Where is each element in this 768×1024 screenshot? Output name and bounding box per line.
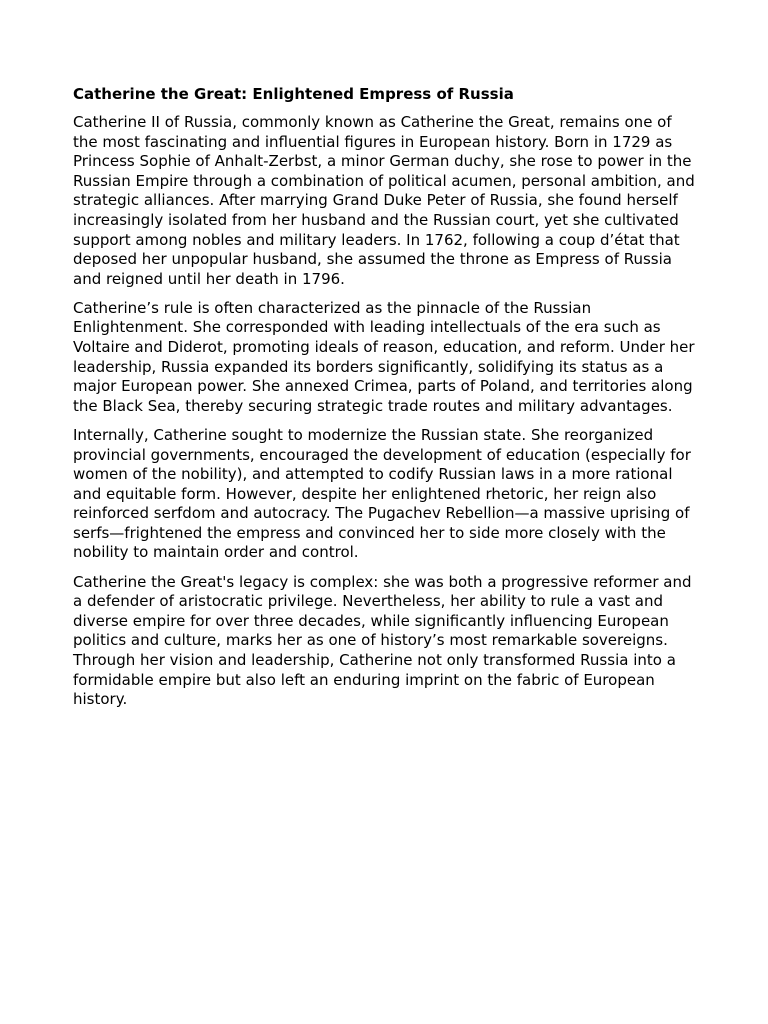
paragraph-enlightenment: Catherine’s rule is often characterized as the pinnacle of the Russian Enlightenment. She corresponded with leading intellectuals of the era such as Voltaire and Diderot, promoting ideals of reason, education, and reform. Under her leadership, Russia expanded its borders significantly, solidifying its status as a major European power. She annexed Crimea, parts of Poland, and territories along the Black Sea, thereby securing strategic trade routes and military advantages. [73,298,695,415]
document-title: Catherine the Great: Enlightened Empress of Russia [73,85,514,103]
paragraph-early-life: Catherine II of Russia, commonly known as Catherine the Great, remains one of the most fascinating and influential figures in European history. Born in 1729 as Princess Sophie of Anhalt-Zerbst, a minor German duchy, she rose to power in the Russian Empire through a combination of political acumen, personal ambition, and strategic alliances. After marrying Grand Duke Peter of Russia, she found herself increasingly isolated from her husband and the Russian court, yet she cultivated support among nobles and military leaders. In 1762, following a coup d’état that deposed her unpopular husband, she assumed the throne as Empress of Russia and reigned until her death in 1796. [73,113,695,288]
document-page [73,84,697,719]
paragraph-internal-policy: Internally, Catherine sought to modernize the Russian state. She reorganized provincial governments, encouraged the development of education (especially for women of the nobility), and attempted to codify Russian laws in a more rational and equitable form. However, despite her enlightened rhetoric, her reign also reinforced serfdom and autocracy. The Pugachev Rebellion—a massive uprising of serfs—frightened the empress and convinced her to side more closely with the nobility to maintain order and control. [73,425,691,562]
paragraph-legacy: Catherine the Great's legacy is complex: she was both a progressive reformer and a defender of aristocratic privilege. Nevertheless, her ability to rule a vast and diverse empire for over three decades, while significantly influencing European politics and culture, marks her as one of history’s most remarkable sovereigns. Through her vision and leadership, Catherine not only transformed Russia into a formidable empire but also left an enduring imprint on the fabric of European history. [73,572,692,709]
